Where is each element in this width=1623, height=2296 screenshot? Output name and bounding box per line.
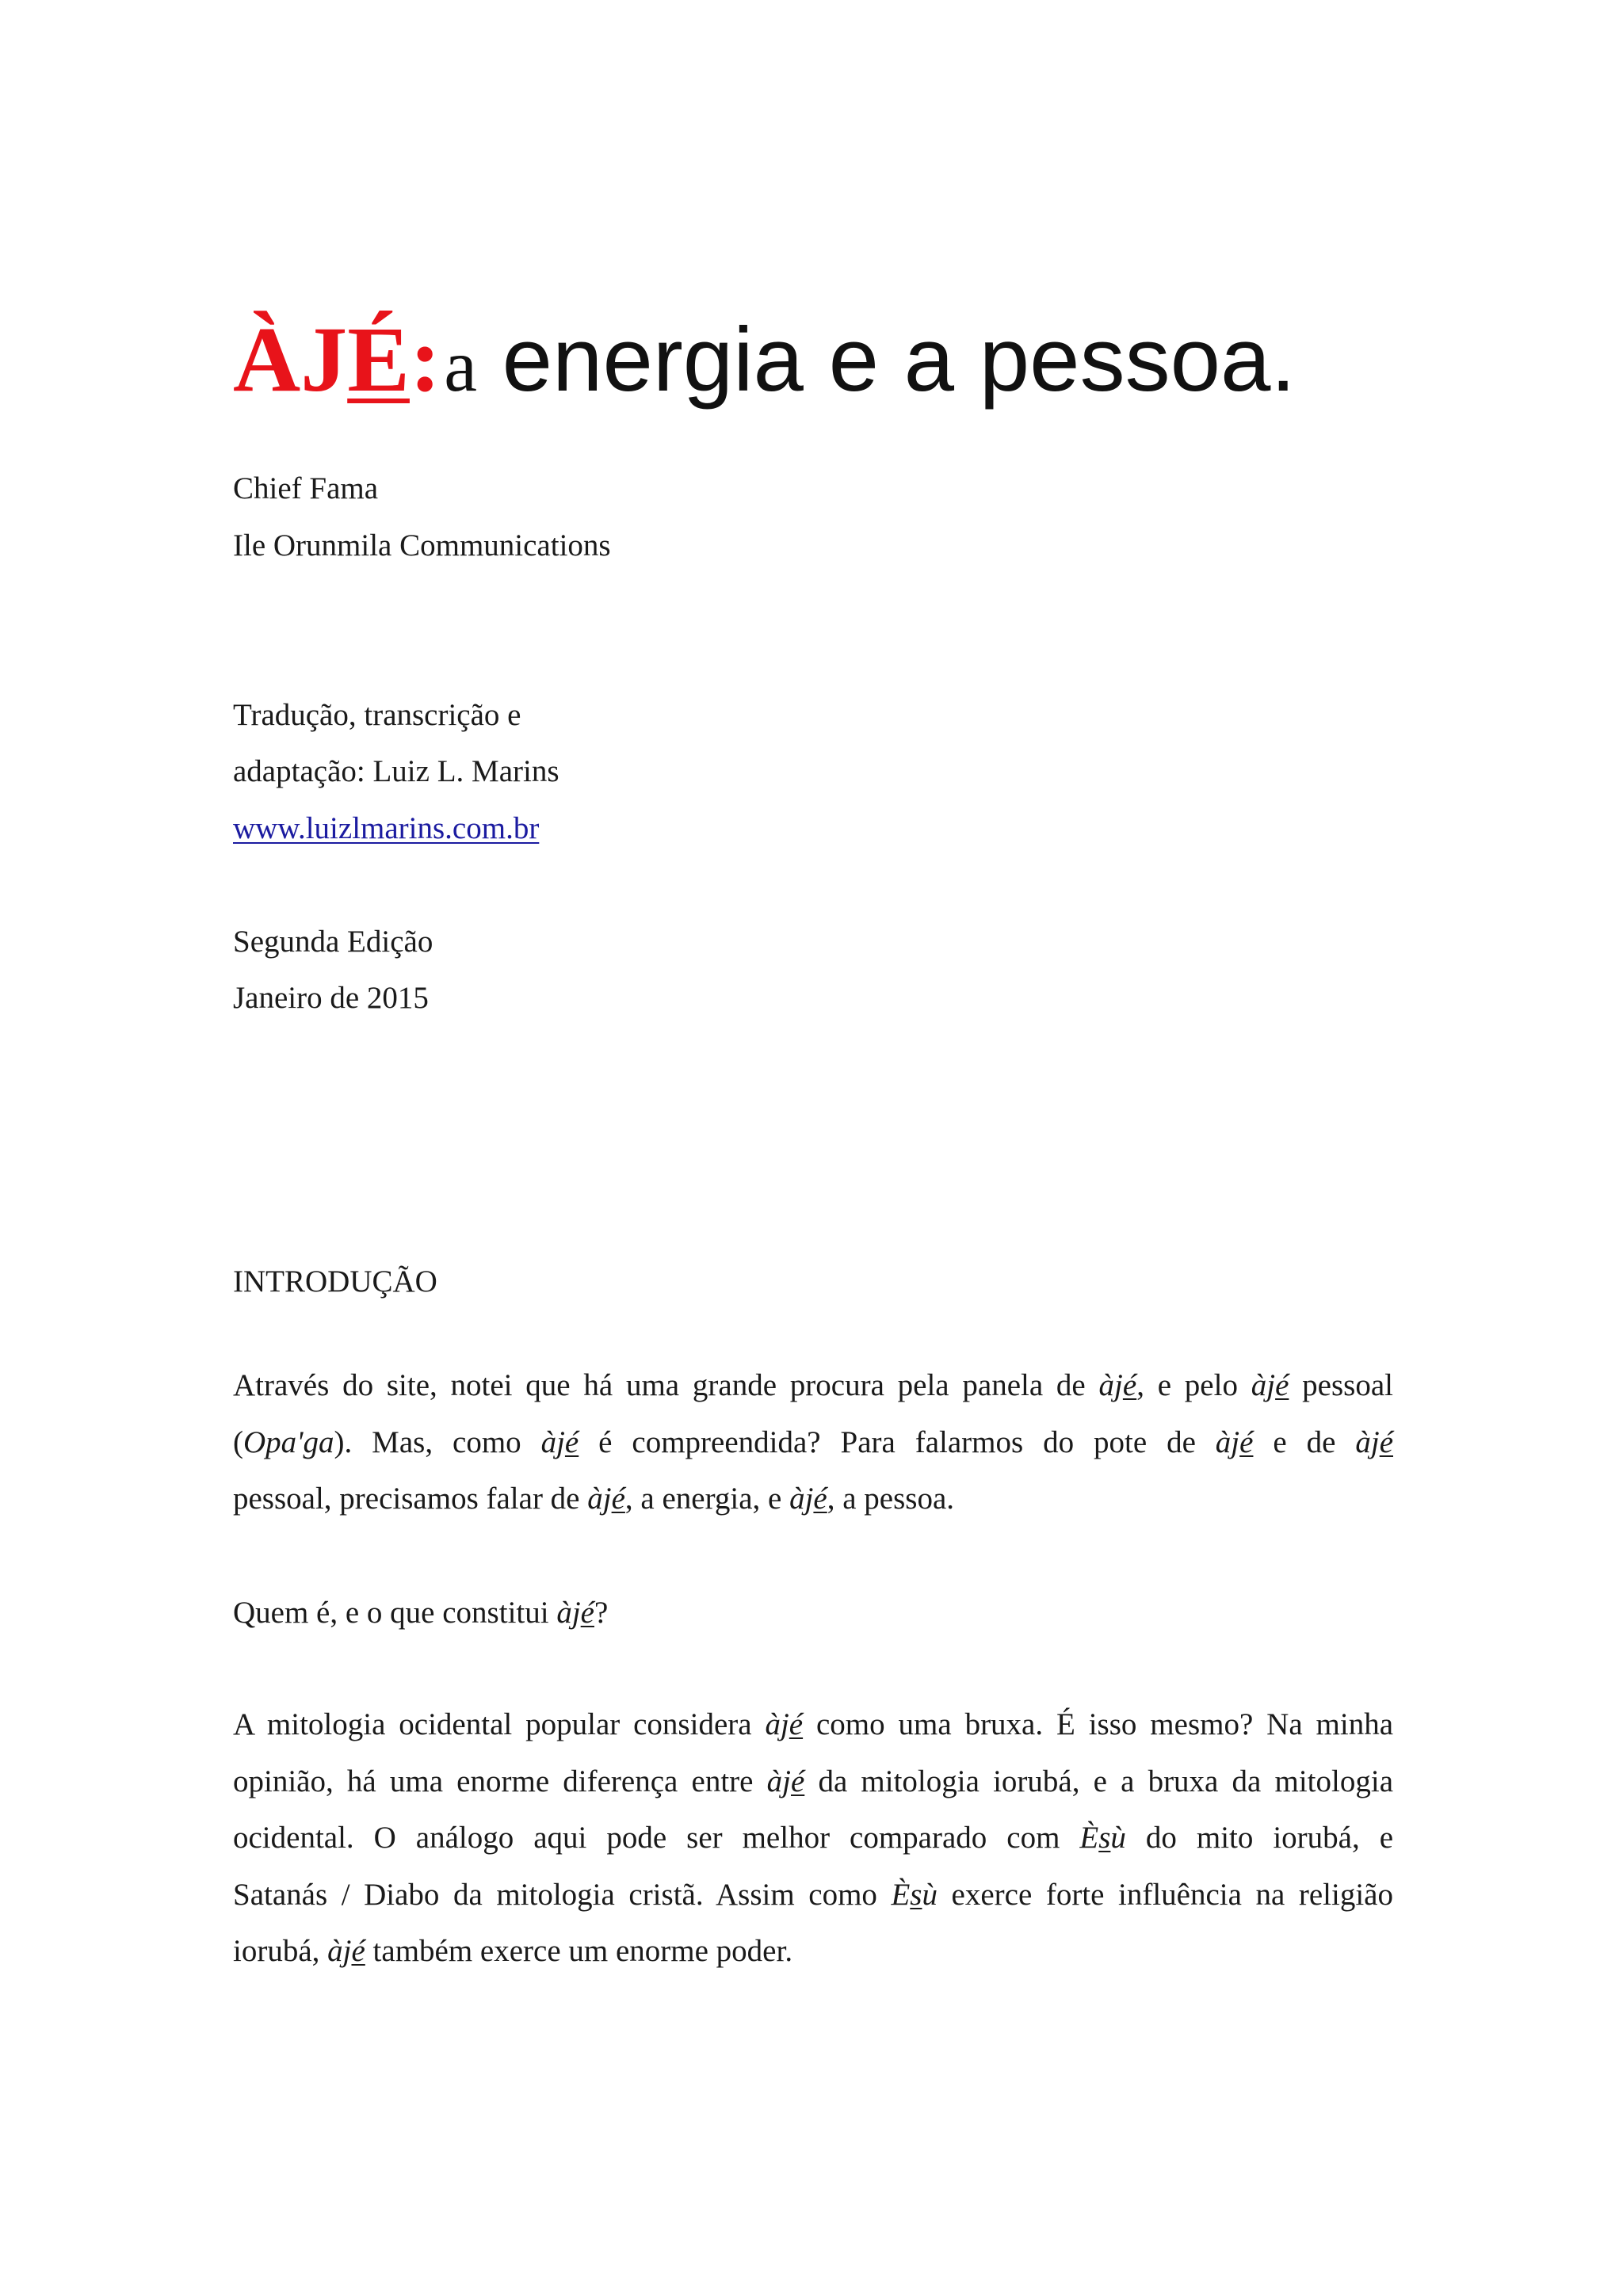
term-aje: àjé: [556, 1596, 594, 1630]
term-aje: àjé: [327, 1934, 365, 1968]
author-org: Ile Orunmila Communications: [233, 528, 611, 563]
paragraph-line: iorubá, àjé também exerce um enorme poder.: [233, 1934, 793, 1968]
paragraph-line: A mitologia ocidental popular considera àjé como uma bruxa. É isso mesmo? Na minha: [233, 1707, 1393, 1741]
paragraph-line: Quem é, e o que constitui àjé?: [233, 1596, 609, 1630]
website-link[interactable]: www.luizlmarins.com.br: [233, 811, 540, 845]
section-heading: INTRODUÇÃO: [233, 1264, 437, 1299]
term-aje: àjé: [1098, 1368, 1137, 1402]
title-connector: a: [444, 325, 477, 407]
author-name: Chief Fama: [233, 471, 379, 505]
edition-label: Segunda Edição: [233, 925, 433, 959]
paragraph-line: ocidental. O análogo aqui pode ser melhor comparado com Èsù do mito iorubá, e: [233, 1821, 1394, 1855]
document-title: [233, 307, 1296, 411]
paragraph-line: pessoal, precisamos falar de àjé, a energia, e àjé, a pessoa.: [233, 1482, 955, 1516]
title-aje: ÀJÉ:: [233, 307, 441, 411]
paragraph-intro: [233, 1357, 1393, 1527]
term-aje: àjé: [766, 1764, 805, 1798]
credits-line-2: adaptação: Luiz L. Marins: [233, 754, 559, 788]
term-aje: àjé: [587, 1482, 625, 1516]
paragraph-line: (Opa'ga). Mas, como àjé é compreendida? Para falarmos do pote de àjé e de àjé: [233, 1425, 1393, 1459]
term-aje: àjé: [765, 1707, 804, 1741]
paragraph-line: Através do site, notei que há uma grande procura pela panela de àjé, e pelo àjé pessoal: [233, 1368, 1393, 1402]
term-aje: àjé: [1215, 1425, 1254, 1459]
paragraph-question: [233, 1585, 1393, 1642]
term-aje: àjé: [1355, 1425, 1393, 1459]
term-esu: Èsù: [891, 1877, 938, 1912]
title-subtitle: energia e a pessoa.: [476, 310, 1296, 410]
paragraph-line: Satanás / Diabo da mitologia cristã. Assim como Èsù exerce forte influência na religião: [233, 1877, 1393, 1912]
edition-date: Janeiro de 2015: [233, 981, 429, 1015]
credits-line-1: Tradução, transcrição e: [233, 698, 521, 732]
paragraph-line: opinião, há uma enorme diferença entre àjé da mitologia iorubá, e a bruxa da mitologia: [233, 1764, 1393, 1798]
term-esu: Èsù: [1079, 1821, 1126, 1855]
term-opaga: Opa'ga: [243, 1425, 334, 1459]
term-aje: àjé: [540, 1425, 579, 1459]
paragraph-mythology: [233, 1696, 1393, 1980]
term-aje: àjé: [789, 1482, 827, 1516]
term-aje: àjé: [1251, 1368, 1289, 1402]
